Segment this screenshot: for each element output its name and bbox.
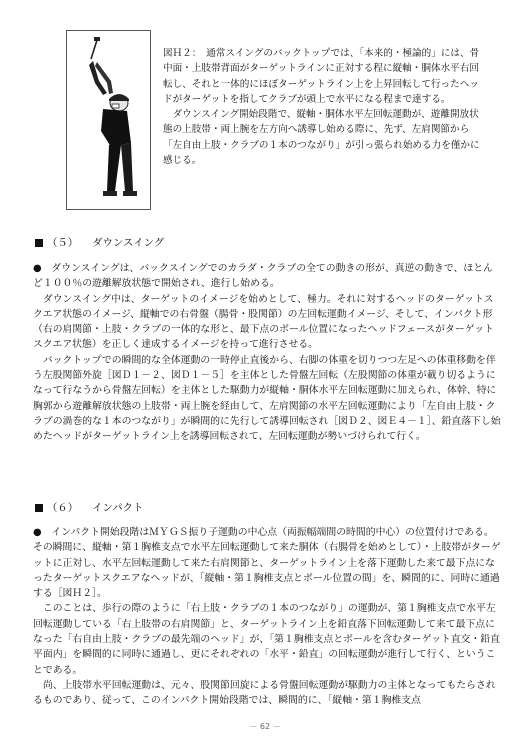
golfer-backswing-top-illustration	[67, 31, 152, 211]
section-6-paragraph-1: ● インパクト開始段階はＭＹＧＳ振り子運動の中心点（両振幅端間の時間的中心）の位置付けである。その瞬間に、縦軸・第１胸椎支点で水平左回転運動して来た胴体（右腸骨を始めとして）・上肢帯がターゲットに正対し、水平左回転運動して来た右肩関節と、ターゲットライン上を落下運動した来て最下点になったターゲットスクエアなヘッドが、「縦軸・第１胸椎支点とボール位置の間」を、瞬間的に、同時に通過する［図Ｈ２］。	[33, 527, 501, 600]
section-6-heading	[35, 499, 143, 514]
section-5-paragraph-2: ダウンスイング中は、ターゲットのイメージを始めとして、極力。それに対するヘッドのターゲットスクエア状態のイメージ、縦軸での右骨盤（腸骨・股関節）の左回転運動イメージ、そして、インパクト形（右の肩関節・上肢・クラブの一体的な形と、最下点のボール位置になったヘッドフェースがターゲットスクエア状態）を正しく達成するイメージを持って進行させる。	[33, 293, 494, 351]
section-6-body	[33, 525, 501, 709]
section-6-paragraph-3: 尚、上肢帯水平回転運動は、元々、股関節回旋による骨盤回転運動が駆動力の主体となってもたらされるものであり、従って、このインパクト開始段階では、瞬間的に、「縦軸・第１胸椎支点	[33, 679, 496, 707]
section-mark-square	[35, 239, 43, 247]
figure-caption-para-1: 図Ｈ２： 通常スイングのバックトップでは、「本来的・極論的」には、骨中面・上肢帯背面がターゲットラインに正対する程に縦軸・胴体水平右回転し、それと一体的にほぼターゲットライン上を上昇回転して行ったヘッドがターゲットを指してクラブが頭上で水平になる程まで達する。	[163, 48, 480, 105]
section-5-paragraph-1: ● ダウンスイングは、バックスイングでのカラダ・クラブの全ての動きの形が、真逆の動きで、ほとんど１００％の遊離解放状態で開始され、進行し始める。	[33, 263, 493, 290]
section-6-paragraph-2: このことは、歩行の際のように「右上肢・クラブの１本のつながり」の運動が、第１胸椎支点で水平左回転運動している「右上肢帯の右肩関節」と、ターゲットライン上を鉛直落下回転運動して来て最下点になった「右自由上肢・クラブの最先端のヘッド」が、「第１胸椎支点とボールを含むターゲット直交・鉛直平面内」を瞬間的に同時に通過し、更にそれぞれの「水平・鉛直」の回転運動が進行して行く、ということである。	[33, 603, 500, 676]
section-6-title: インパクト	[92, 502, 144, 514]
section-5-body	[33, 261, 501, 445]
section-5-heading	[35, 234, 164, 249]
section-5-paragraph-3: バックトップでの瞬間的な全体運動の一時停止直後から、右脚の体重を切りつつ左足への体重移動を伴う左股関節外旋［図Ｄ１－２、図Ｄ１－５］を主体とした骨盤左回転（左股関節の体重が載り切るようになって行なうから骨盤左回転）を主体とした駆動力が縦軸・胴体水平左回転運動に加えられ、体幹、特に胸郭から遊離解放状態の上肢帯・両上腕を経由して、左肩関節の水平左回転運動により「左自由上肢・クラブの渦巻的な１本のつながり」が瞬間的に先行して誘導回転され［図Ｄ２、図Ｅ４－１］、鉛直落下し始めたヘッドがターゲットライン上を誘導回転されて、左回転運動が勢いづけられて行く。	[33, 354, 501, 443]
section-mark-square	[35, 504, 43, 512]
page-number: － 62 －	[249, 722, 281, 731]
figure-caption-para-2: ダウンスイング開始段階で、縦軸・胴体水平左回転運動が、遊離開放状態の上肢帯・両上腕を左方向へ誘導し始める際に、先ず、左肩関節から「左自由上肢・クラブの１本のつながり」が引っ張られ始める力を僅かに感じる。	[163, 109, 480, 167]
section-6-number: （６）	[47, 502, 79, 514]
section-5-title: ダウンスイング	[92, 237, 165, 249]
figure-box	[66, 30, 151, 210]
figure-caption	[163, 46, 481, 168]
section-5-number: （５）	[47, 237, 79, 249]
